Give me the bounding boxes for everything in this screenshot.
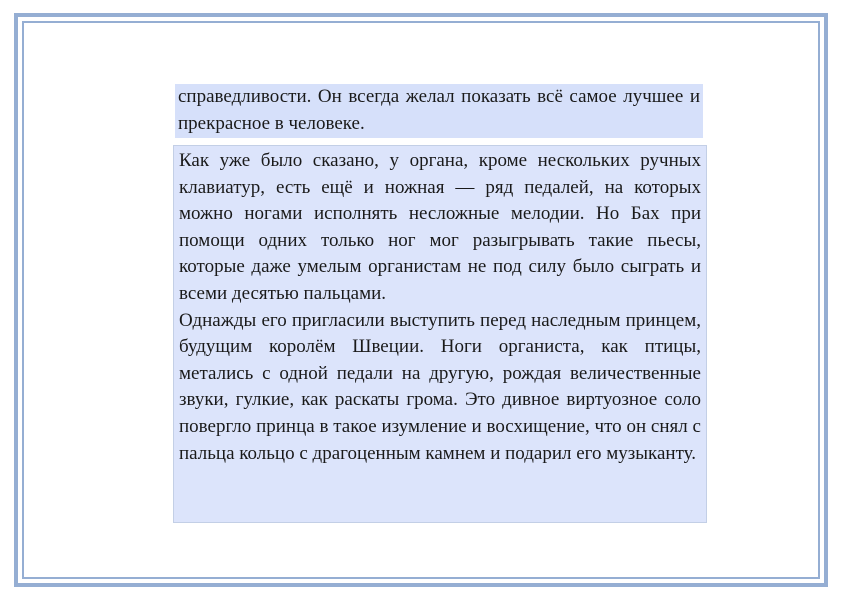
text-box-continuation[interactable]	[175, 84, 703, 138]
paragraph-organ-pedals: Как уже было сказано, у органа, кроме нескольких ручных клавиатур, есть ещё и ножная — ряд педалей, на которых можно ногами исполнять несложные мелодии. Но Бах при помощи одних только ног мог разыгрывать такие пьесы, которые даже умелым органистам не под силу было сыграть и всеми десятью пальцами.	[179, 150, 701, 304]
text-box-main[interactable]	[173, 145, 707, 523]
paragraph-prince-story: Однажды его пригласили выступить перед наследным принцем, будущим королём Швеции. Ноги органиста, как птицы, метались с одной педали на другую, рождая величественные звуки, гулкие, как раскаты грома. Это дивное виртуозное соло повергло принца в такое изумление и восхищение, что он снял с пальца кольцо с драгоценным камнем и подарил его музыканту.	[179, 309, 701, 464]
continuation-paragraph: справедливости. Он всегда желал показать всё самое лучшее и прекрасное в человеке.	[178, 86, 700, 134]
